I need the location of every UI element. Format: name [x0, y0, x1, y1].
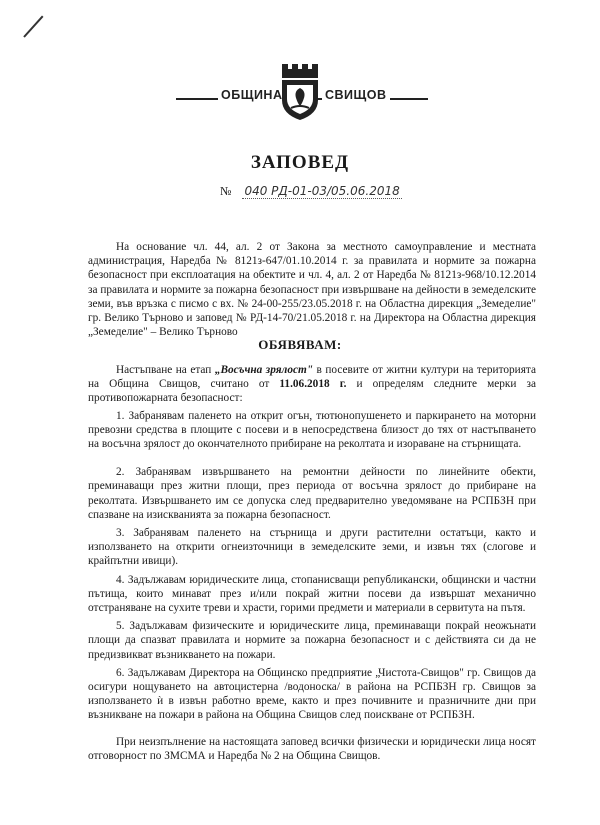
intro-text-3: и определям следните мерки за противопожарната безопасност: [88, 378, 537, 405]
measure-5: 5. Задължавам физическите и юридическите лица, преминаващи покрай неожънати площи да спазват правилата и нормите за пожарна безопасност и с действията си да не предизвикват възникването на пожари. [88, 620, 536, 661]
pen-mark [23, 16, 43, 38]
document-title: ЗАПОВЕД [250, 152, 350, 173]
coat-of-arms-icon [278, 60, 322, 122]
intro-text-1: Настъпване на етап [116, 364, 215, 376]
closing-paragraph: При неизпълнение на настоящата заповед всички физически и юридически лица носят отговорност по ЗМСМА и Наредба № 2 на Община Свищов. [88, 735, 536, 762]
preamble-block [88, 240, 536, 339]
measure-1: 1. Забранявам паленето на открит огън, тютюнопушенето и паркирането на моторни превозни средства в площите с посеви и в непосредствена близост до тях от настъпването на восъчна зрялост до окончателното прибиране на реколтата и изораване на стърнищата. [88, 409, 536, 451]
intro-text-2: в посевите от житни култури на територията на Община Свищов, считано от [88, 364, 536, 391]
start-date: 11.06.2018 г. [279, 378, 347, 391]
order-number [220, 184, 402, 199]
intro-paragraph [88, 363, 536, 406]
declare-heading: ОБЯВЯВАМ: [258, 337, 342, 352]
municipality-header [0, 60, 600, 120]
measure-4: 4. Задължавам юридическите лица, стопанисващи републикански, общински и частни пътища, които минават през и/или покрай житни посеви да извършат механично отстраняване на сухите треви и храсти, горими предмети и материали в сервитута на пътя. [88, 573, 536, 615]
measure-6: 6. Задължавам Директора на Общинско предприятие „Чистота-Свищов" гр. Свищов да осигури нощуването на автоцистерна /водоноска/ в района на РСПБЗН гр. Свищов за използването ѝ в извън работно време, както и през почивните и празничните дни при възникване на пожари в района на Община Свищов след поискване от РСПБЗН. [88, 666, 536, 722]
measure-3: 3. Забранявам паленето на стърнища и други растителни остатъци, както и използването на открити огнеизточници в земеделските земи, и извън тях (слогове и крайпътни ивици). [88, 527, 536, 568]
measure-2: 2. Забранявам извършването на ремонтни дейности по линейните обекти, преминаващи през житни площи, през периода от восъчна зрялост до прибиране на реколтата. Извършването им се допуска след предварително уведомяване на РСПБЗН при спазване на изискванията за пожарна безопасност. [88, 466, 536, 521]
header-name-right: СВИЩОВ [322, 88, 390, 102]
number-label: № [220, 184, 232, 198]
measures-block [88, 363, 536, 763]
stage-name: „Восъчна зрялост" [214, 364, 314, 376]
header-name-left: ОБЩИНА [218, 88, 285, 102]
preamble-paragraph: На основание чл. 44, ал. 2 от Закона за местното самоуправление и местната администрация, Наредба № 8121з-647/01.10.2014 г. за правилата и нормите за пожарна безопасност при експлоатация на обектите и чл. 4, ал. 2 от Наредба № 8121з-968/10.12.2014 за правилата и нормите за пожарна безопасност при извършване на дейности в земеделските земи, във връзка с писмо с вх. № 24-00-255/23.05.2018 г. на Областна дирекция „Земеделие" гр. Велико Търново и заповед № РД-14-70/21.05.2018 г. на Директора на Областна дирекция „Земеделие" – Велико Търново [88, 241, 536, 339]
handwritten-number: 040 РД-01-03/05.06.2018 [244, 184, 400, 198]
